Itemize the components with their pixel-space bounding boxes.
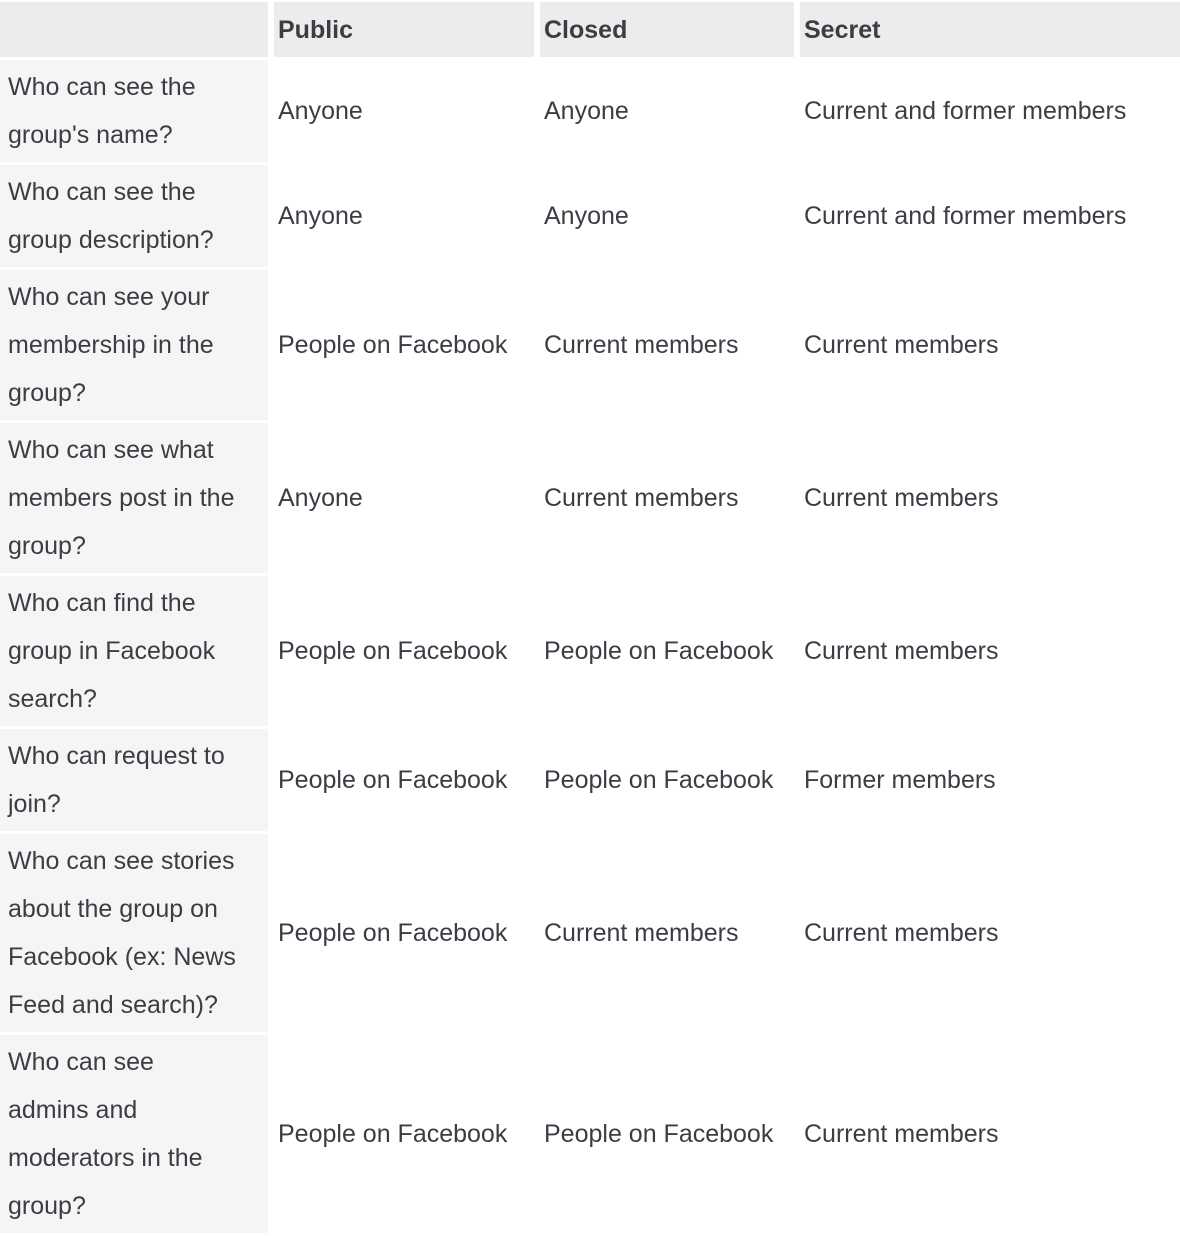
header-row [0,2,1180,60]
question-cell: Who can see your membership in the group? [0,270,274,423]
question-cell: Who can find the group in Facebook search? [0,576,274,729]
public-cell: People on Facebook [274,729,540,834]
public-cell: Anyone [274,60,540,165]
closed-cell: People on Facebook [540,576,800,729]
group-privacy-table [0,2,1180,1236]
secret-cell: Former members [800,729,1180,834]
column-header-closed: Closed [540,2,800,60]
closed-cell: People on Facebook [540,729,800,834]
public-cell: People on Facebook [274,834,540,1035]
table-row [0,1035,1180,1236]
secret-cell: Current members [800,423,1180,576]
public-cell: Anyone [274,423,540,576]
table-row [0,165,1180,270]
column-header-public: Public [274,2,540,60]
question-cell: Who can see what members post in the group? [0,423,274,576]
question-cell: Who can see the group's name? [0,60,274,165]
public-cell: Anyone [274,165,540,270]
public-cell: People on Facebook [274,576,540,729]
public-cell: People on Facebook [274,270,540,423]
column-header-secret: Secret [800,2,1180,60]
closed-cell: Anyone [540,165,800,270]
question-cell: Who can see stories about the group on Facebook (ex: News Feed and search)? [0,834,274,1035]
secret-cell: Current members [800,270,1180,423]
table-row [0,576,1180,729]
table-row [0,729,1180,834]
question-cell: Who can request to join? [0,729,274,834]
column-header-empty [0,2,274,60]
secret-cell: Current and former members [800,165,1180,270]
closed-cell: People on Facebook [540,1035,800,1236]
closed-cell: Current members [540,270,800,423]
secret-cell: Current members [800,834,1180,1035]
secret-cell: Current members [800,1035,1180,1236]
secret-cell: Current members [800,576,1180,729]
table-row [0,60,1180,165]
table-row [0,270,1180,423]
question-cell: Who can see the group description? [0,165,274,270]
table-row [0,834,1180,1035]
closed-cell: Current members [540,423,800,576]
closed-cell: Anyone [540,60,800,165]
table-row [0,423,1180,576]
closed-cell: Current members [540,834,800,1035]
question-cell: Who can see admins and moderators in the group? [0,1035,274,1236]
secret-cell: Current and former members [800,60,1180,165]
public-cell: People on Facebook [274,1035,540,1236]
